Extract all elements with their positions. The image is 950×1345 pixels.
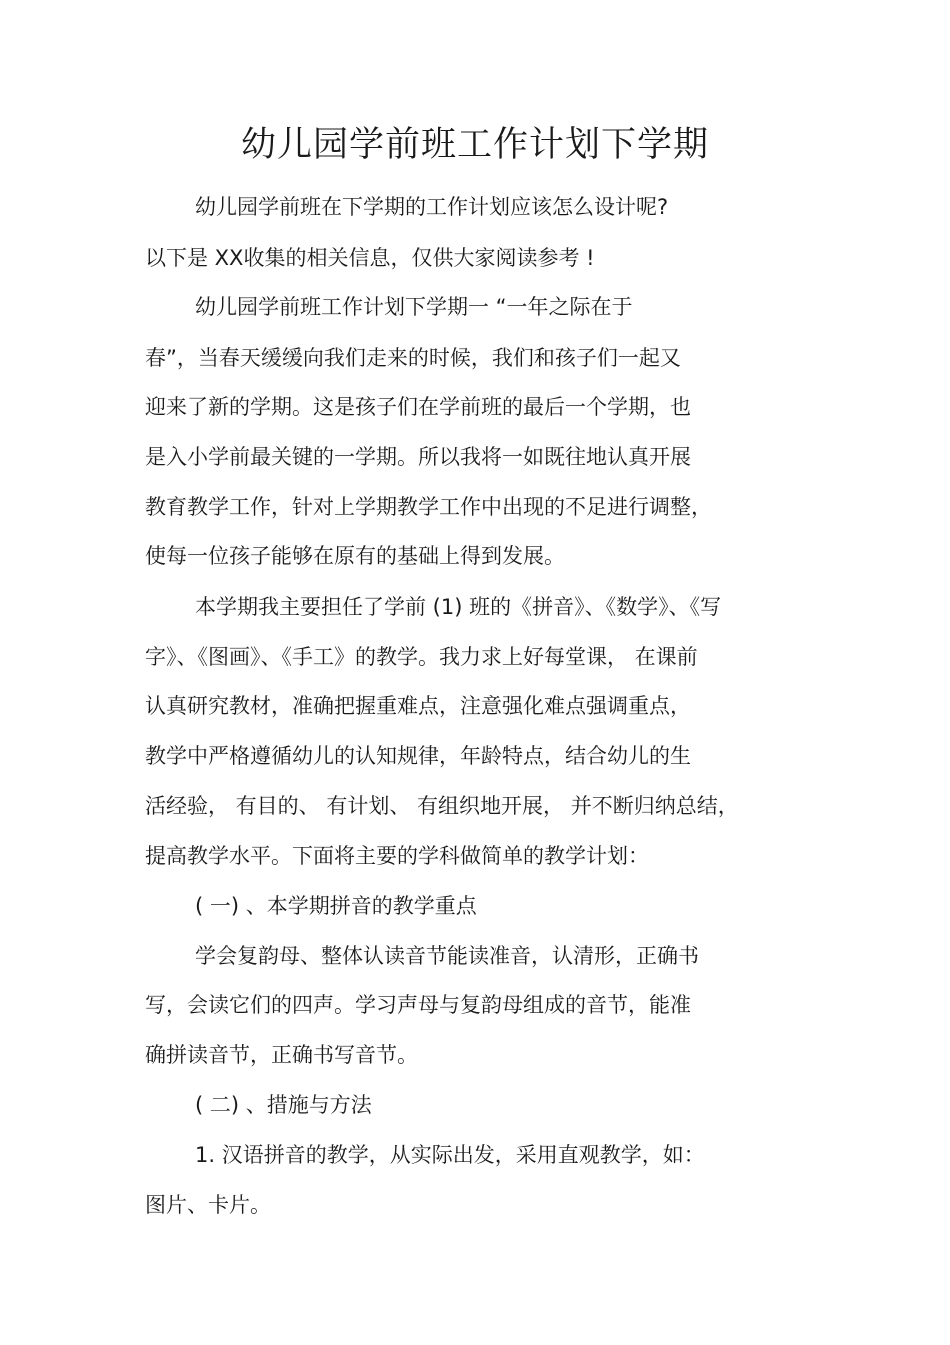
text-line: 使每一位孩子能够在原有的基础上得到发展。 [145, 544, 565, 568]
text-line: 幼儿园学前班在下学期的工作计划应该怎么设计呢? [195, 195, 669, 219]
text-line: 学会复韵母、整体认读音节能读准音，认清形，正确书 [195, 944, 699, 968]
text-line: 幼儿园学前班工作计划下学期一 “一年之际在于 [195, 295, 633, 319]
section-heading: ( 一) 、本学期拼音的教学重点 [195, 894, 477, 918]
text-line: 春”，当春天缓缓向我们走来的时候，我们和孩子们一起又 [145, 346, 681, 370]
text-line: 图片、卡片。 [145, 1193, 271, 1217]
text-line: 以下是 XX收集的相关信息，仅供大家阅读参考 ! [145, 246, 595, 270]
text-line: 教学中严格遵循幼儿的认知规律，年龄特点，结合幼儿的生 [145, 744, 691, 768]
text-line: 字》、《图画》、《手工》的教学。我力求上好每堂课， 在课前 [145, 645, 698, 669]
text-line: 教育教学工作，针对上学期教学工作中出现的不足进行调整， [145, 495, 712, 519]
text-line: 1. 汉语拼音的教学，从实际出发，采用直观教学，如： [195, 1143, 705, 1167]
text-line: 是入小学前最关键的一学期。所以我将一如既往地认真开展 [145, 445, 691, 469]
text-line: 认真研究教材，准确把握重难点，注意强化难点强调重点， [145, 694, 691, 718]
section-heading: ( 二) 、措施与方法 [195, 1093, 372, 1117]
text-line: 写，会读它们的四声。学习声母与复韵母组成的音节，能准 [145, 993, 691, 1017]
text-line: 提高教学水平。下面将主要的学科做简单的教学计划： [145, 844, 649, 868]
text-line: 活经验， 有目的、 有计划、 有组织地开展， 并不断归纳总结， [145, 794, 739, 818]
text-line: 确拼读音节，正确书写音节。 [145, 1043, 418, 1067]
text-line: 本学期我主要担任了学前 (1) 班的《拼音》、《数学》、《写 [195, 595, 722, 619]
document-title: 幼儿园学前班工作计划下学期 [240, 125, 709, 165]
text-line: 迎来了新的学期。这是孩子们在学前班的最后一个学期，也 [145, 395, 691, 419]
